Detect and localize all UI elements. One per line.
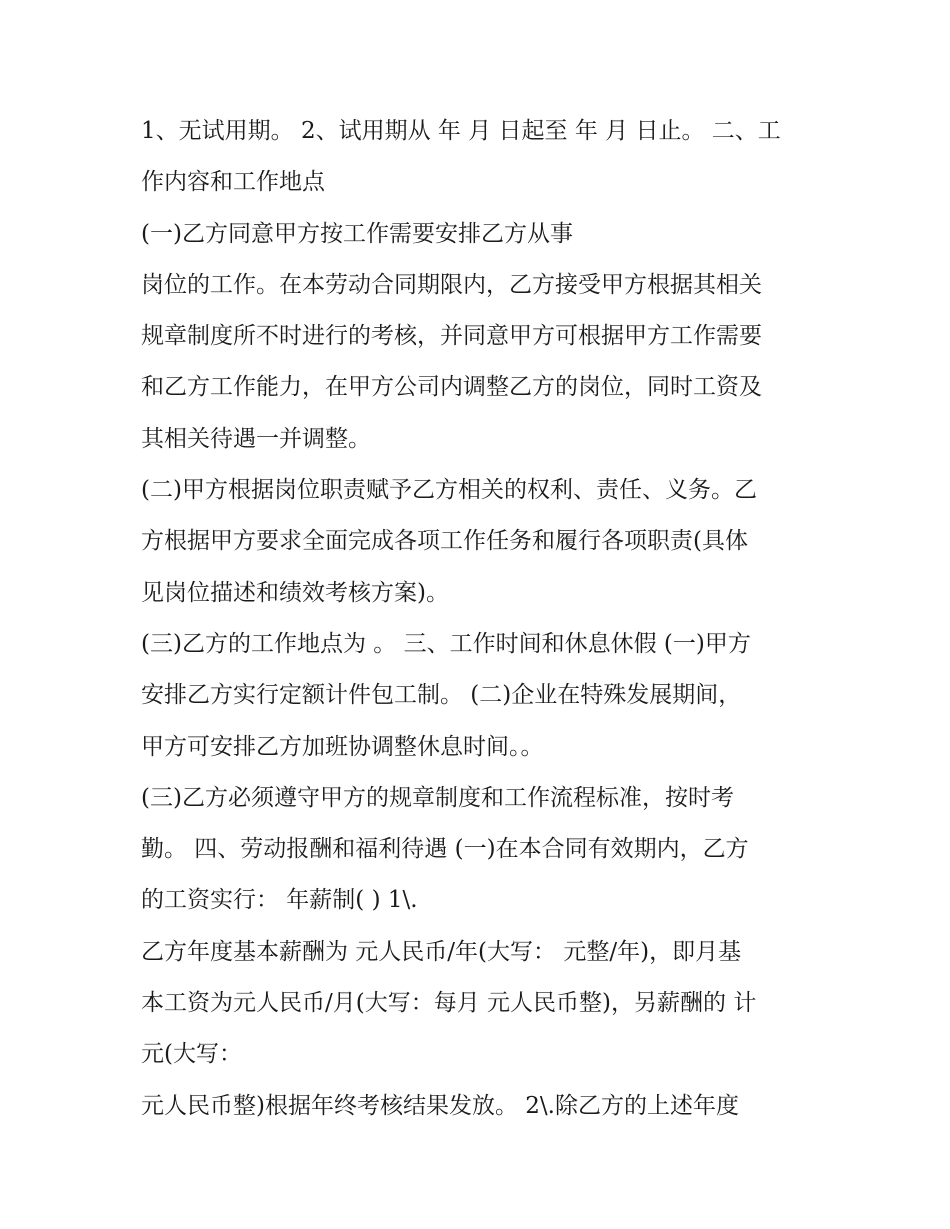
text-line: (三)乙方的工作地点为 。 三、工作时间和休息休假 (一)甲方 — [141, 630, 751, 657]
text-line: 岗位的工作。在本劳动合同期限内，乙方接受甲方根据其相关 — [141, 271, 762, 298]
text-line: 甲方可安排乙方加班协调整休息时间。。 — [141, 733, 544, 760]
text-line: 1、无试用期。 2、试用期从 年 月 日起至 年 月 日止。 二、工 — [141, 118, 781, 144]
text-line: 作内容和工作地点 — [141, 169, 325, 196]
text-line: 其相关待遇一并调整。 — [141, 425, 371, 452]
text-line: 安排乙方实行定额计件包工制。 (二)企业在特殊发展期间， — [141, 682, 742, 709]
text-line: (二)甲方根据岗位职责赋予乙方相关的权利、责任、义务。乙 — [141, 477, 757, 504]
text-line: 方根据甲方要求全面完成各项工作任务和履行各项职责(具体 — [141, 528, 748, 555]
text-line: 的工资实行： 年薪制( ) 1\. — [141, 887, 418, 914]
text-line: 见岗位描述和绩效考核方案)。 — [141, 579, 449, 606]
text-line: (一)乙方同意甲方按工作需要安排乙方从事 — [141, 220, 573, 247]
text-line: 元人民币整)根据年终考核结果发放。 2\.除乙方的上述年度 — [141, 1092, 739, 1119]
text-line: 元(大写： — [141, 1041, 242, 1068]
document-body — [141, 112, 821, 1138]
text-line: 乙方年度基本薪酬为 元人民币/年(大写： 元整/年)，即月基 — [141, 938, 742, 965]
text-line: (三)乙方必须遵守甲方的规章制度和工作流程标准，按时考 — [141, 784, 734, 811]
text-line: 规章制度所不时进行的考核，并同意甲方可根据甲方工作需要 — [141, 323, 762, 350]
text-line: 本工资为元人民币/月(大写：每月 元人民币整)，另薪酬的 计 — [141, 990, 757, 1017]
text-line: 和乙方工作能力，在甲方公司内调整乙方的岗位，同时工资及 — [141, 374, 762, 401]
text-line: 勤。 四、劳动报酬和福利待遇 (一)在本合同有效期内，乙方 — [141, 836, 749, 863]
